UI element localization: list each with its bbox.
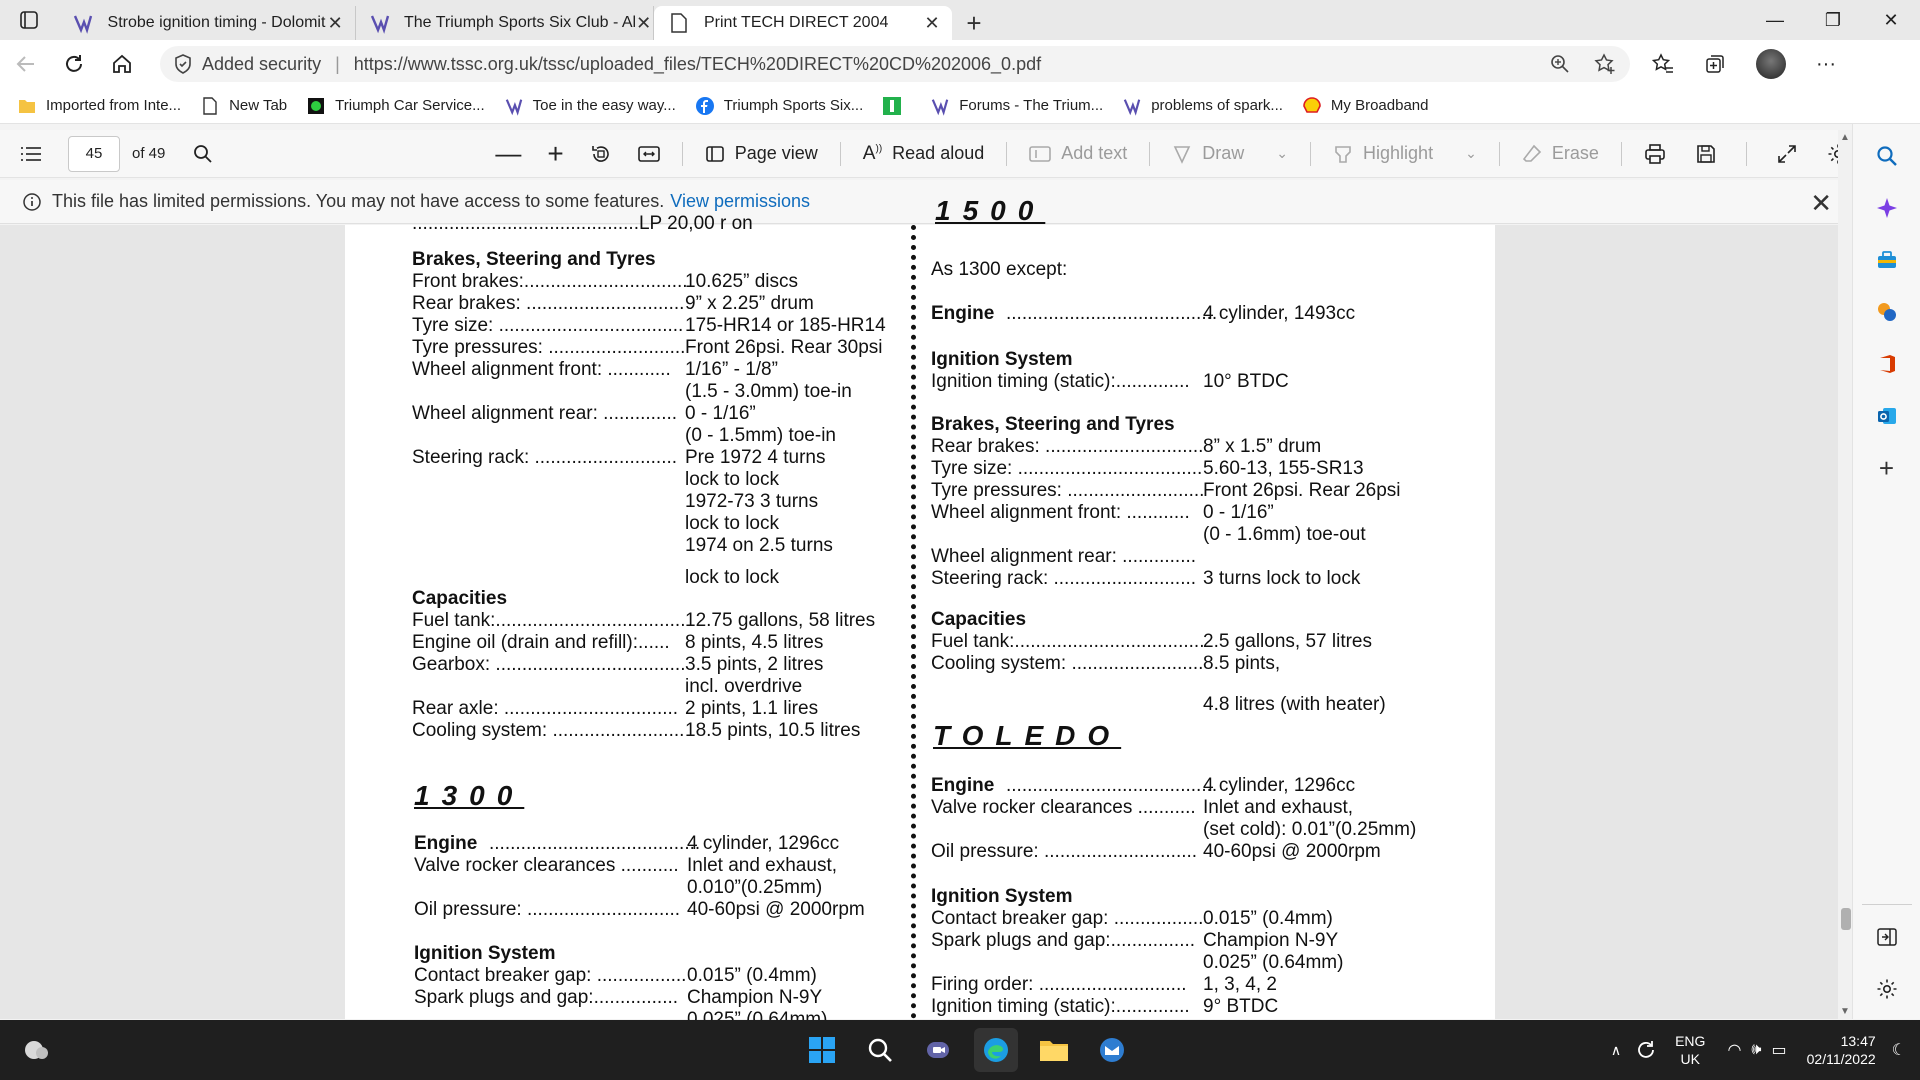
section-heading: Ignition System [931, 349, 1073, 370]
section-heading: Engine [931, 303, 995, 324]
bookmark-label: My Broadband [1330, 97, 1429, 114]
toolbar-divider [1746, 142, 1747, 166]
scrollbar-thumb[interactable] [1841, 908, 1851, 930]
facebook-icon [696, 97, 714, 115]
spec-label: Fuel tank:.................................... [412, 610, 686, 631]
bookmark-label: Triumph Sports Six... [723, 97, 864, 114]
spec-row [412, 698, 819, 720]
spec-value: 175-HR14 or 185-HR14 [685, 315, 886, 336]
bookmark-item[interactable] [1303, 97, 1429, 115]
spec-value: 1972-73 3 turns [685, 491, 819, 512]
spec-label: Steering rack: ........................... [931, 568, 1197, 589]
spec-row [412, 720, 861, 742]
spec-value: 8” x 1.5” drum [1203, 436, 1322, 457]
sidebar-copilot-button[interactable] [1867, 188, 1907, 228]
toolbar-divider [1499, 142, 1500, 166]
tab-actions-button[interactable] [0, 0, 58, 40]
spec-row [414, 987, 823, 1009]
page-total-label: of 49 [132, 145, 166, 162]
wifi-icon[interactable]: ◠ [1727, 1042, 1742, 1059]
scroll-down-arrow-icon[interactable]: ▼ [1840, 1006, 1850, 1017]
security-label[interactable]: Added security [202, 53, 322, 74]
bookmark-label: Toe in the easy way... [532, 97, 676, 114]
spec-value: 10° BTDC [1203, 371, 1289, 392]
spec-value: Inlet and exhaust, [1203, 797, 1353, 818]
pdf-toolbar [0, 130, 1852, 178]
zoom-out-button[interactable]: — [495, 138, 522, 168]
spec-label: Cooling system: ......................... [931, 653, 1204, 674]
close-tab-icon[interactable]: ✕ [924, 12, 940, 33]
spec-value: 40-60psi @ 2000rpm [1203, 841, 1381, 862]
highlighter-icon [1333, 144, 1353, 164]
spec-value: 2.5 gallons, 57 litres [1203, 631, 1372, 652]
spec-value: 0.010”(0.25mm) [687, 877, 823, 898]
spec-label: Fuel tank:.................................... [931, 631, 1205, 652]
spec-value: 0 - 1/16” [1203, 502, 1274, 523]
spec-label: Wheel alignment rear: .............. [412, 403, 678, 424]
spec-value: Pre 1972 4 turns [685, 447, 826, 468]
toolbar-divider [682, 142, 683, 166]
spec-label: Wheel alignment rear: .............. [931, 546, 1197, 567]
forum-icon [505, 97, 523, 115]
spec-value: Front 26psi. Rear 26psi [1203, 480, 1401, 501]
clock[interactable] [1807, 1032, 1876, 1068]
sidebar-games-button[interactable] [1867, 292, 1907, 332]
spec-row [931, 908, 1333, 930]
page-number-input[interactable]: 45 [68, 136, 120, 172]
add-text-icon [1029, 145, 1051, 163]
spec-value: 1/16” - 1/8” [685, 359, 778, 380]
chevron-down-icon[interactable]: ⌄ [1465, 145, 1477, 161]
spec-value: 4 cylinder, 1296cc [687, 833, 840, 854]
sidebar-add-button[interactable]: + [1878, 452, 1895, 483]
outlook-icon [1876, 405, 1898, 427]
spec-value: 5.60-13, 155-SR13 [1203, 458, 1364, 479]
bookmark-item[interactable] [696, 97, 863, 115]
toolbar-divider [840, 142, 841, 166]
bookmark-item[interactable] [201, 97, 287, 115]
keyboard-layout: UK [1680, 1051, 1700, 1067]
taskbar-chat-button[interactable] [916, 1028, 960, 1072]
intro-text: As 1300 except: [931, 259, 1068, 280]
windows-taskbar [0, 1020, 1920, 1080]
home-button[interactable] [100, 44, 144, 84]
save-icon[interactable] [1696, 144, 1716, 164]
view-permissions-link[interactable]: View permissions [670, 191, 811, 211]
close-tab-icon[interactable]: ✕ [327, 12, 343, 33]
add-text-button[interactable] [1029, 143, 1127, 164]
spec-label: Spark plugs and gap:................ [414, 987, 679, 1008]
sidebar-hide-button[interactable] [1867, 917, 1907, 957]
new-tab-button[interactable]: + [966, 7, 982, 38]
spec-row [412, 403, 756, 425]
address-bar[interactable] [160, 46, 1630, 82]
page-view-button[interactable] [705, 143, 818, 164]
spec-row [931, 653, 1281, 675]
taskbar-search-button[interactable] [858, 1028, 902, 1072]
spec-label: Valve rocker clearances ........... [931, 797, 1196, 818]
spec-row [931, 371, 1289, 393]
volume-icon[interactable]: 🕪 [1751, 1041, 1762, 1058]
spec-row [931, 436, 1322, 458]
spec-row [931, 568, 1361, 590]
spec-label: Firing order: ............................ [931, 974, 1187, 995]
bookmark-label: Imported from Inte... [46, 97, 182, 114]
sidebar-search-button[interactable] [1867, 136, 1907, 176]
info-icon [22, 192, 42, 212]
clock-date: 02/11/2022 [1806, 1051, 1876, 1067]
bookmark-label: New Tab [229, 97, 288, 114]
spec-value: (0 - 1.5mm) toe-in [685, 425, 836, 446]
spec-label: Engine oil (drain and refill):...... [412, 632, 670, 653]
spec-label: Cooling system: ......................... [412, 720, 685, 741]
tab-actions-icon [20, 11, 38, 29]
weather-widget[interactable] [20, 1034, 52, 1066]
spec-value: 0 - 1/16” [685, 403, 756, 424]
spec-value: 1, 3, 4, 2 [1203, 974, 1277, 995]
hide-sidebar-icon [1877, 928, 1897, 946]
tab-strip [0, 0, 1920, 40]
spec-row [931, 502, 1274, 524]
bookmark-label: Triumph Car Service... [335, 97, 485, 114]
spec-row [412, 447, 826, 469]
favorites-icon[interactable] [1652, 53, 1674, 75]
spec-row [412, 359, 778, 381]
toolbar-divider [1310, 142, 1311, 166]
back-button[interactable] [4, 44, 48, 84]
spec-label: Rear axle: ................................. [412, 698, 679, 719]
erase-label: Erase [1551, 143, 1599, 163]
spec-value: lock to lock [685, 469, 779, 490]
fullscreen-icon[interactable] [1777, 144, 1797, 164]
highlight-button[interactable] [1333, 143, 1477, 164]
bookmark-item[interactable] [1123, 97, 1283, 115]
spec-row [412, 632, 824, 654]
spec-value: 8.5 pints, [1203, 653, 1281, 674]
spec-label: Ignition timing (static):.............. [931, 996, 1190, 1017]
spec-value: Front 26psi. Rear 30psi [685, 337, 883, 358]
model-heading: TOLEDO [933, 720, 1122, 751]
table-of-contents-icon [20, 145, 42, 163]
bookmark-label: problems of spark... [1151, 97, 1283, 114]
read-aloud-button[interactable] [863, 143, 984, 165]
read-aloud-label: Read aloud [892, 143, 985, 163]
spec-value: 0.015” (0.4mm) [687, 965, 817, 986]
spec-row [412, 337, 883, 359]
draw-button[interactable] [1172, 143, 1288, 164]
add-text-label: Add text [1061, 143, 1128, 163]
forum-icon [72, 12, 94, 34]
folder-icon [18, 97, 36, 115]
forum-icon [1123, 97, 1141, 115]
spec-row [931, 996, 1279, 1018]
spec-label: Valve rocker clearances ........... [414, 855, 679, 876]
section-heading: Brakes, Steering and Tyres [931, 414, 1175, 435]
column-divider [911, 225, 916, 1019]
permissions-message: This file has limited permissions. You may not have access to some features. [52, 191, 665, 211]
spec-leader: ........................................ [1006, 775, 1218, 796]
spec-value: 18.5 pints, 10.5 litres [685, 720, 861, 741]
spec-value: 3 turns lock to lock [1203, 568, 1361, 589]
taskbar-mail-button[interactable] [1090, 1028, 1134, 1072]
close-window-button[interactable]: ✕ [1883, 9, 1899, 30]
spec-leader: ........................................ [1006, 303, 1218, 324]
forum-icon [931, 97, 949, 115]
model-heading: 1300 [414, 780, 525, 811]
permissions-infobar [0, 180, 1852, 224]
bookmark-item[interactable] [883, 97, 911, 115]
fit-to-page-icon[interactable] [638, 145, 660, 163]
close-infobar-button[interactable]: ✕ [1810, 188, 1832, 218]
shell-icon [1303, 97, 1321, 115]
browser-tab[interactable] [58, 6, 356, 40]
spec-row [412, 293, 814, 315]
bookmark-label: Forums - The Trium... [959, 97, 1104, 114]
refresh-button[interactable] [52, 44, 96, 84]
spec-value: 1974 on 2.5 turns [685, 535, 833, 556]
spec-row [931, 797, 1353, 819]
spec-label: Front brakes:............................... [412, 271, 688, 292]
spec-row [412, 271, 799, 293]
spec-value: Inlet and exhaust, [687, 855, 837, 876]
language-indicator[interactable] [1675, 1032, 1705, 1068]
draw-label: Draw [1202, 143, 1245, 163]
windows-logo-icon [808, 1036, 836, 1064]
taskbar-edge-button[interactable] [974, 1028, 1018, 1072]
contents-button[interactable] [20, 143, 42, 164]
spec-value: 10.625” discs [685, 271, 799, 292]
section-heading: Ignition System [931, 886, 1073, 907]
page-icon [201, 97, 219, 115]
section-heading: Capacities [931, 609, 1027, 630]
spec-value: lock to lock [685, 567, 779, 588]
battery-icon[interactable]: ▭ [1771, 1042, 1787, 1059]
scroll-up-arrow-icon[interactable]: ▲ [1840, 132, 1850, 143]
vertical-scrollbar[interactable] [1838, 130, 1852, 1019]
model-heading: 1500 [935, 195, 1046, 226]
spec-value: 0.025” (0.64mm) [1203, 952, 1344, 973]
spec-value: 3.5 pints, 2 litres [685, 654, 824, 675]
section-heading: Engine [931, 775, 995, 796]
toolbar-divider [1006, 142, 1007, 166]
add-favorite-icon[interactable] [1594, 53, 1616, 75]
edge-sidebar [1852, 124, 1920, 1019]
spec-row [931, 631, 1372, 653]
shield-icon [174, 54, 192, 74]
spec-value: (0 - 1.6mm) toe-out [1203, 524, 1366, 545]
spec-value: 0.015” (0.4mm) [1203, 908, 1333, 929]
refresh-icon [63, 53, 85, 75]
spec-row [414, 965, 817, 987]
profile-avatar[interactable] [1756, 49, 1786, 79]
highlight-label: Highlight [1363, 143, 1434, 163]
spec-row [931, 974, 1277, 996]
search-icon [193, 144, 213, 164]
settings-and-more-button[interactable]: ··· [1816, 52, 1836, 75]
spec-label: Contact breaker gap: ................. [931, 908, 1204, 929]
spec-value: lock to lock [685, 513, 779, 534]
sidebar-tools-button[interactable] [1867, 240, 1907, 280]
sidebar-outlook-button[interactable] [1867, 396, 1907, 436]
toolbar-divider [1621, 142, 1622, 166]
close-tab-icon[interactable]: ✕ [636, 12, 652, 33]
back-arrow-icon [15, 53, 37, 75]
spec-label: Steering rack: ........................... [412, 447, 678, 468]
spec-label: Tyre pressures: .......................... [931, 480, 1205, 501]
green-badge-icon [307, 97, 325, 115]
spec-value: 4 cylinder, 1493cc [1203, 303, 1356, 324]
erase-button[interactable] [1522, 143, 1599, 164]
games-icon [1876, 301, 1898, 323]
spec-row [931, 930, 1339, 952]
spec-value: (set cold): 0.01”(0.25mm) [1203, 819, 1417, 840]
sidebar-settings-button[interactable] [1867, 969, 1907, 1009]
spec-row [931, 546, 1196, 568]
spec-value: 9” x 2.25” drum [685, 293, 814, 314]
spec-value: incl. overdrive [685, 676, 803, 697]
cloud-icon [20, 1034, 52, 1066]
search-icon [1876, 145, 1898, 167]
spec-row [931, 841, 1381, 863]
spec-label: Oil pressure: ............................. [931, 841, 1198, 862]
spec-row [931, 480, 1401, 502]
folder-icon [1039, 1037, 1069, 1063]
page-view-icon [705, 144, 725, 164]
browser-tab[interactable] [654, 6, 952, 40]
spec-label: Rear brakes: .............................. [412, 293, 685, 314]
start-button[interactable] [800, 1028, 844, 1072]
spec-label: Wheel alignment front: ............ [412, 359, 671, 380]
collections-icon[interactable] [1704, 53, 1726, 75]
spec-row [412, 315, 886, 337]
eraser-icon [1522, 144, 1542, 164]
rotate-icon[interactable] [590, 143, 612, 165]
notifications-icon[interactable]: ☾ [1891, 1042, 1906, 1059]
chevron-down-icon[interactable]: ⌄ [1276, 145, 1289, 161]
minimize-button[interactable]: — [1766, 9, 1784, 30]
edge-icon [981, 1035, 1011, 1065]
bookmark-item[interactable] [505, 97, 676, 115]
spec-row [414, 899, 865, 921]
tab-title: Print TECH DIRECT 2004 [704, 14, 889, 31]
spec-label: Ignition timing (static):.............. [931, 371, 1190, 392]
browser-tab[interactable] [356, 6, 654, 40]
office-icon [1876, 353, 1898, 375]
tab-title: The Triumph Sports Six Club - Al [404, 14, 637, 31]
spec-value: 4 cylinder, 1296cc [1203, 775, 1356, 796]
spec-value: Champion N-9Y [1203, 930, 1339, 951]
spec-row [931, 458, 1364, 480]
find-button[interactable] [193, 143, 213, 164]
language-code: ENG [1675, 1033, 1706, 1049]
zoom-in-button[interactable]: + [547, 137, 564, 169]
show-hidden-icons-chevron-icon[interactable]: ∧ [1610, 1041, 1622, 1058]
section-heading: Capacities [412, 588, 508, 609]
spec-row [412, 610, 876, 632]
spec-label: Spark plugs and gap:................ [931, 930, 1196, 951]
address-separator: | [335, 53, 340, 74]
read-aloud-icon: A)) [862, 142, 883, 164]
spec-label: Tyre pressures: .......................... [412, 337, 686, 358]
spec-value: 8 pints, 4.5 litres [685, 632, 824, 653]
address-row [0, 40, 1920, 88]
gear-icon [1876, 978, 1898, 1000]
favorites-bar [0, 88, 1920, 124]
mail-icon [1098, 1036, 1126, 1064]
spec-value: 12.75 gallons, 58 litres [685, 610, 876, 631]
spec-leader: ........................................ [489, 833, 701, 854]
taskbar-file-explorer-button[interactable] [1032, 1028, 1076, 1072]
bookmark-item[interactable] [307, 97, 484, 115]
forum-icon [370, 12, 390, 34]
spec-label: Tyre size: ................................... [412, 315, 684, 336]
document-icon [668, 12, 690, 34]
section-heading: Engine [414, 833, 478, 854]
bookmark-item[interactable] [18, 97, 181, 115]
clock-time: 13:47 [1840, 1033, 1876, 1049]
spec-label: Gearbox: .................................... [412, 654, 686, 675]
spec-value: 2 pints, 1.1 lires [685, 698, 819, 719]
search-icon [867, 1037, 893, 1063]
spec-value: Champion N-9Y [687, 987, 823, 1008]
chat-icon [924, 1036, 952, 1064]
onedrive-sync-icon[interactable] [1635, 1039, 1657, 1061]
spec-label: Contact breaker gap: ................. [414, 965, 687, 986]
draw-icon [1172, 144, 1192, 164]
sidebar-divider [1862, 904, 1912, 905]
url-text[interactable]: https://www.tssc.org.uk/tssc/uploaded_files/TECH%20DIRECT%20CD%202006_0.pdf [353, 53, 1042, 74]
green-square-icon [883, 97, 901, 115]
sidebar-office-button[interactable] [1867, 344, 1907, 384]
spec-value: 4.8 litres (with heater) [1203, 694, 1386, 715]
spec-label: Wheel alignment front: ............ [931, 502, 1190, 523]
spec-label: Rear brakes: .............................. [931, 436, 1204, 457]
restore-button[interactable]: ❐ [1824, 9, 1842, 30]
spec-value: 40-60psi @ 2000rpm [687, 899, 865, 920]
spec-row [414, 855, 837, 877]
toolbox-icon [1876, 249, 1898, 271]
zoom-icon[interactable] [1550, 54, 1570, 74]
cut-off-line: ...........................................LP 20,00 r on [412, 213, 753, 234]
spec-value: 9° BTDC [1203, 996, 1279, 1017]
page-view-label: Page view [734, 143, 818, 163]
sparkle-icon [1876, 197, 1898, 219]
section-heading: Brakes, Steering and Tyres [412, 249, 656, 270]
spec-label: Tyre size: ................................... [931, 458, 1203, 479]
spec-value: (1.5 - 3.0mm) toe-in [685, 381, 852, 402]
toolbar-divider [1149, 142, 1150, 166]
spec-row [412, 654, 824, 676]
print-icon[interactable] [1644, 144, 1666, 164]
spec-label: Oil pressure: ............................. [414, 899, 681, 920]
tab-title: Strobe ignition timing - Dolomit [107, 14, 326, 31]
section-heading: Ignition System [414, 943, 556, 964]
bookmark-item[interactable] [931, 97, 1103, 115]
home-icon [111, 53, 133, 75]
